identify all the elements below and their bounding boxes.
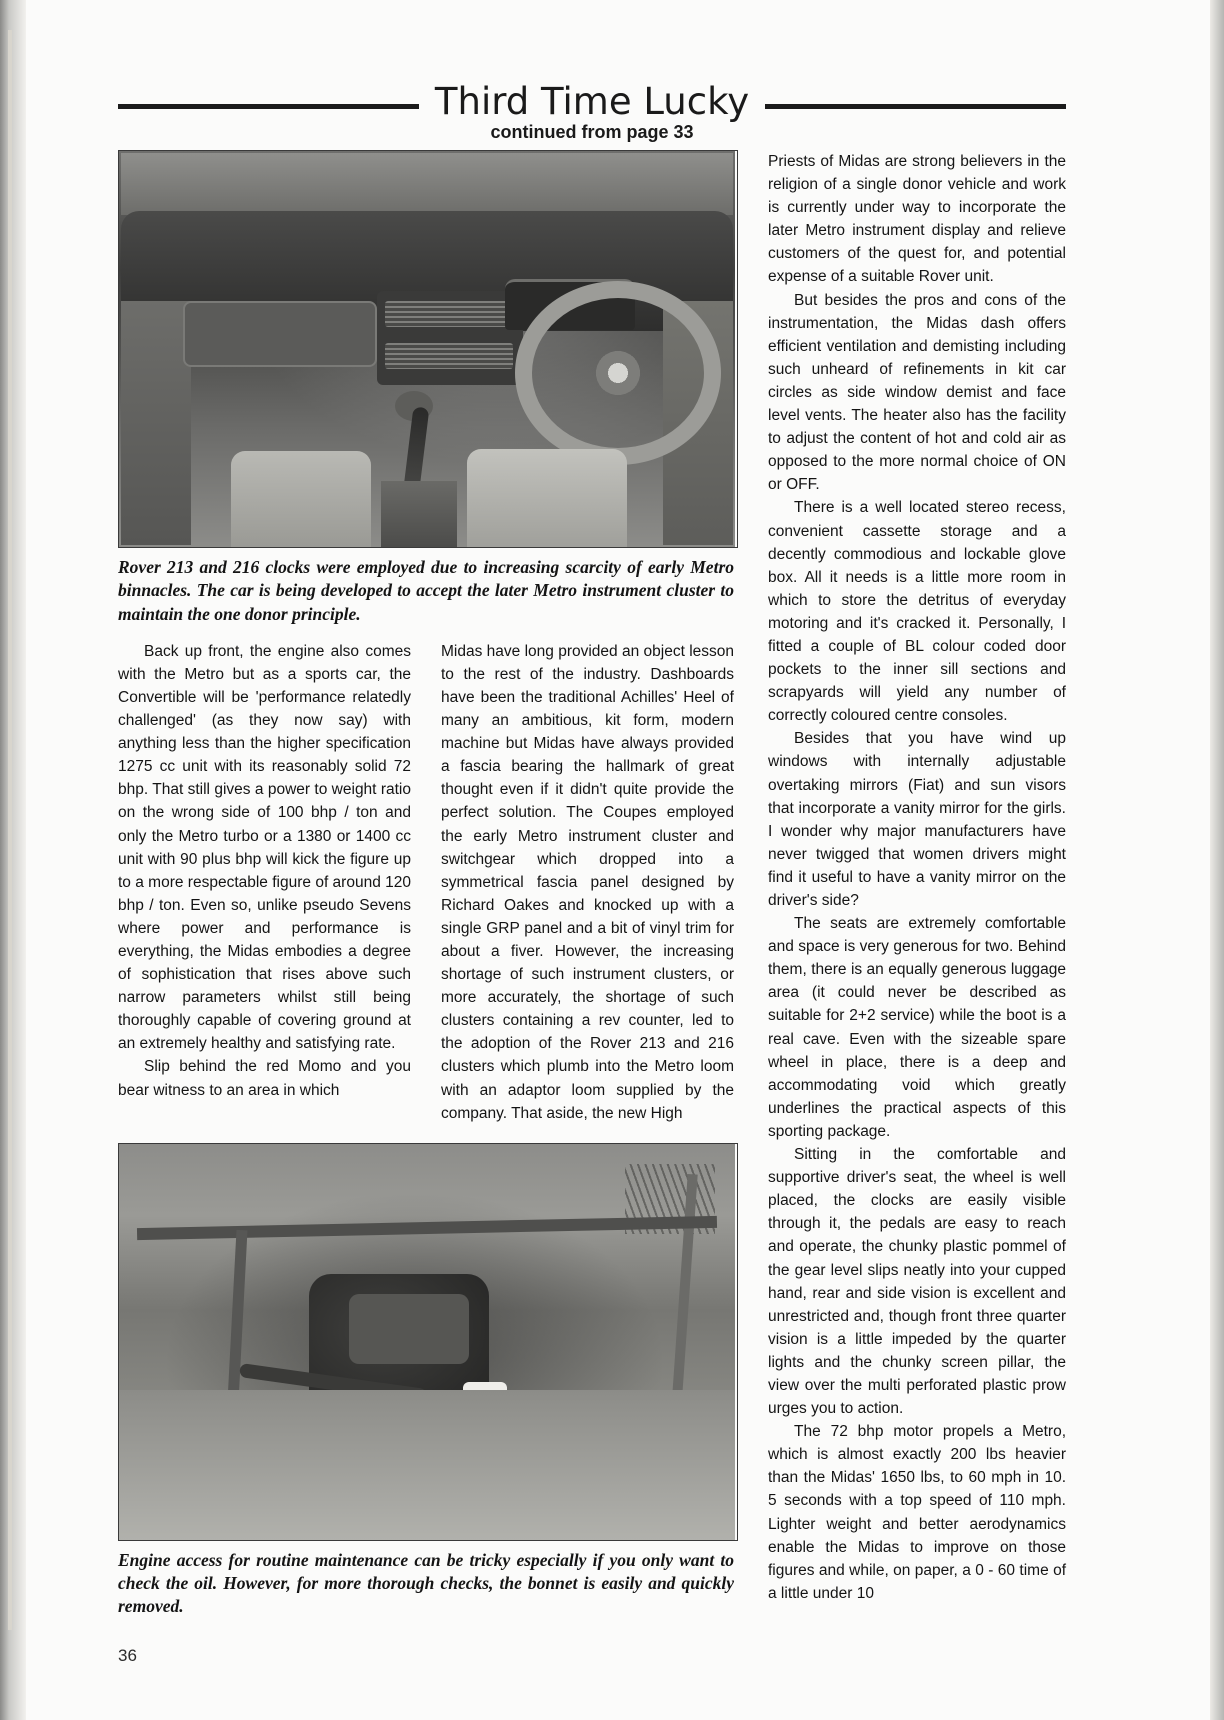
paragraph: Midas have long provided an object lesson to the rest of the industry. Dashboards have been the traditional Achilles' Heel of many an ambitious, kit form, modern machine but Midas have always provided a fascia bearing the hallmark of great thought even if it didn't quite provide the perfect solution. The Coupes employed the early Metro instrument cluster and switchgear which dropped into a symmetrical fascia panel designed by Richard Oakes and knocked up with a single GRP panel and a bit of vinyl trim for about a fiver. However, the increasing shortage of such instrument clusters, or more accurately, the shortage of such clusters containing a rev counter, led to the adoption of the Rover 213 and 216 clusters which plumb into the Metro loom with an adaptor loom supplied by the company. That aside, the new High — [441, 642, 734, 1122]
seat-right — [467, 449, 627, 547]
paragraph: Sitting in the comfortable and supportive driver's seat, the wheel is well placed, the clocks are easily visible through it, the pedals are easy to reach and operate, the chunky plastic pommel of the gear level slips neatly into your cupped hand, rear and side vision is excellent and unrestricted and, though front three quarter vision is a little impeded by the quarter lights and the chunky screen pillar, the view over the multi perforated plastic prow urges you to action. — [768, 1146, 1066, 1418]
paragraph: Slip behind the red Momo and you bear witness to an area in which — [118, 1058, 411, 1099]
vent-upper — [385, 301, 513, 327]
centre-console-stack — [377, 291, 523, 385]
paragraph: Besides that you have wind up windows with internally adjustable overtaking mirrors (Fiat) and sun visors that incorporate a vanity mirror for the girls. I wonder why major manufacturers have never twigged that women drivers might find it useful to have a vanity mirror on the driver's side? — [768, 730, 1066, 909]
transmission-tunnel — [381, 481, 457, 547]
glovebox — [183, 301, 377, 367]
door-card-left — [121, 301, 191, 545]
dashboard-photo-image — [119, 151, 735, 547]
scan-binding-strip — [8, 30, 12, 1630]
right-column — [768, 150, 1066, 1605]
steering-wheel — [515, 281, 721, 465]
body-column-2 — [441, 640, 734, 1125]
page-title-text: Third Time Lucky — [419, 80, 765, 123]
bonnet-panel — [119, 1390, 735, 1540]
scan-edge-left — [0, 0, 26, 1720]
body-text-columns — [118, 640, 738, 1125]
engine-bay-photo — [118, 1143, 738, 1541]
chassis-frame-rail — [137, 1216, 717, 1240]
masthead — [118, 78, 1066, 140]
engine-bay-photo-caption: Engine access for routine maintenance can be tricky especially if you only want to check the oil. However, for more thorough checks, the bonnet is easily and quickly removed. — [118, 1549, 734, 1617]
dashboard-photo-caption: Rover 213 and 216 clocks were employed due to increasing scarcity of early Metro binnacles. The car is being developed to accept the later Metro instrument cluster to maintain the one donor principle. — [118, 557, 734, 624]
paragraph: Priests of Midas are strong believers in the religion of a single donor vehicle and work is currently under way to incorporate the later Metro instrument display and relieve customers of the quest for, and potential expense of a suitable Rover unit. — [768, 153, 1066, 286]
windscreen-area — [121, 153, 733, 215]
page-number: 36 — [118, 1646, 137, 1665]
paragraph: Back up front, the engine also comes with the Metro but as a sports car, the Convertible will be 'performance relatedly challenged' (as they now say) with anything less than the higher specification 1275 cc unit with its reasonably solid 72 bhp. That still gives a power to weight ratio on the wrong side of 100 bhp / ton and only the Metro turbo or a 1380 or 1400 cc unit with 90 plus bhp will kick the figure up to a more respectable figure of around 120 bhp / ton. Even so, unlike pseudo Sevens where power and performance is everything, the Midas embodies a degree of sophistication that rises above such narrow parameters whilst still being thoroughly capable of covering ground at an extremely healthy and satisfying rate. — [118, 642, 411, 1053]
paragraph: The 72 bhp motor propels a Metro, which is almost exactly 200 lbs heavier than the Midas' 1650 lbs, to 60 mph in 10. 5 seconds with a top speed of 110 mph. Lighter weight and better aerodynamics enable the Midas to improve on those figures and while, on paper, a 0 - 60 time of a little under 10 — [768, 1423, 1066, 1602]
scan-edge-right — [1210, 0, 1224, 1720]
page-subtitle: continued from page 33 — [490, 122, 694, 142]
body-column-1 — [118, 640, 411, 1102]
engine-bay-photo-image — [119, 1144, 735, 1540]
page-title — [118, 80, 1066, 123]
dashboard-photo — [118, 150, 738, 548]
paragraph: There is a well located stereo recess, convenient cassette storage and a decently commodious and lockable glove box. All it needs is a little more room in which to store the detritus of everyday motoring and it's cracked it. Personally, I fitted a couple of BL colour coded door pockets to the inner sill sections and scrapyards will yield any number of correctly coloured centre consoles. — [768, 499, 1066, 725]
left-region — [118, 150, 738, 1619]
page-content — [118, 78, 1066, 1617]
cam-cover — [349, 1294, 469, 1364]
paragraph: The seats are extremely comfortable and space is very generous for two. Behind them, there is an equally generous luggage area (it could never be described as suitable for 2+2 service) while the boot is a real cave. Even with the sizeable spare wheel in place, there is a deep and accommodating void which greatly underlines the practical aspects of this sporting package. — [768, 915, 1066, 1140]
seat-left — [231, 451, 371, 547]
paragraph: But besides the pros and cons of the instrumentation, the Midas dash offers efficient ventilation and demisting including such unheard of refinements in kit car circles as side window demist and face level vents. The heater also has the facility to adjust the content of hot and cold air as opposed to the more normal choice of ON or OFF. — [768, 291, 1066, 494]
vent-lower — [385, 343, 513, 369]
